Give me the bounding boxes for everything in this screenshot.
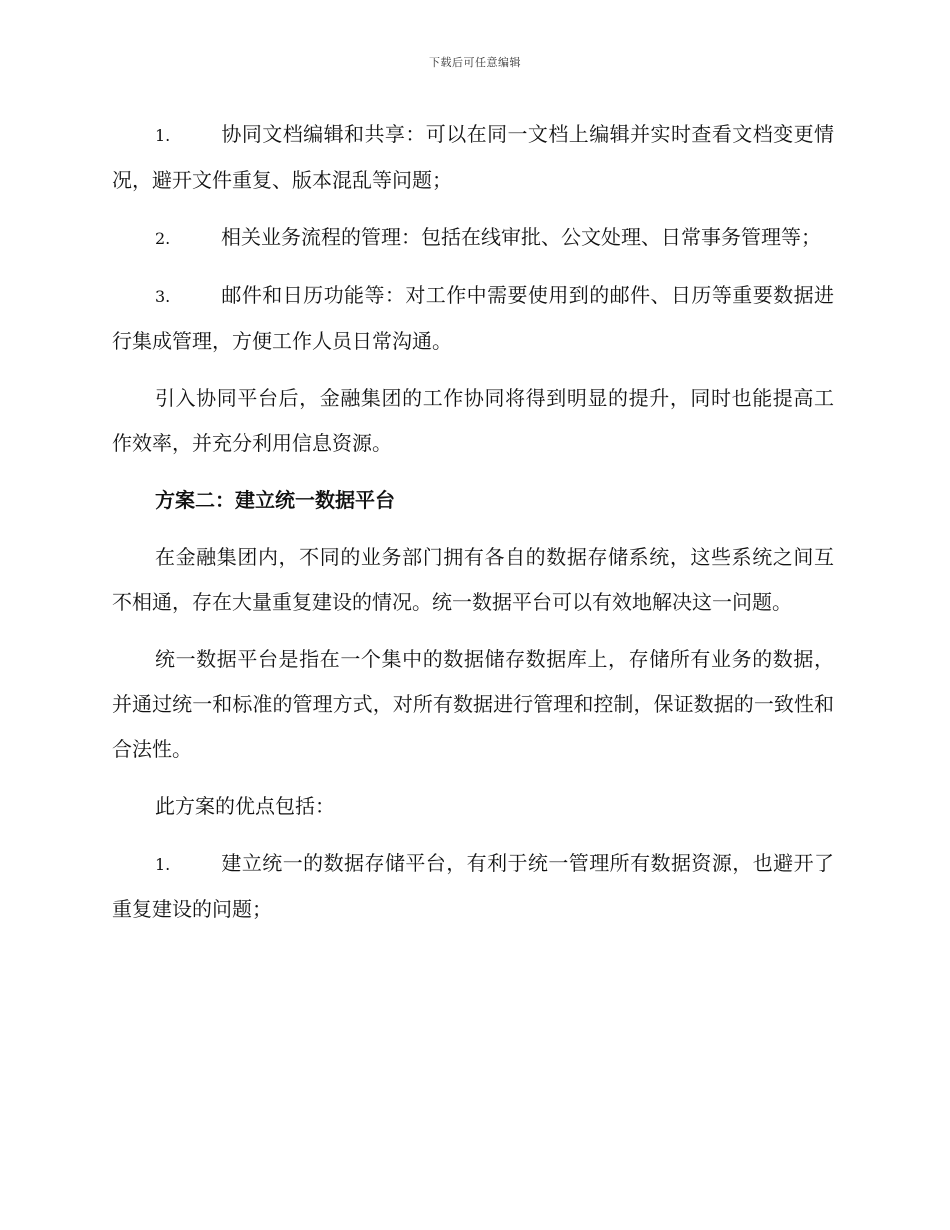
list-item	[112, 215, 834, 261]
list-item	[112, 112, 834, 203]
page-header: 下载后可任意编辑	[429, 56, 521, 69]
list-number: 2.	[155, 229, 171, 248]
list-number: 3.	[155, 287, 171, 306]
list-item-text: 建立统一的数据存储平台，有利于统一管理所有数据资源，也避开了重复建设的问题；	[112, 851, 834, 921]
document-body	[112, 112, 834, 944]
list-number: 1.	[155, 126, 171, 145]
paragraph: 在金融集团内，不同的业务部门拥有各自的数据存储系统，这些系统之间互不相通，存在大量重复建设的情况。统一数据平台可以有效地解决这一问题。	[112, 545, 834, 614]
list-number: 1.	[155, 855, 171, 874]
section-heading: 方案二：建立统一数据平台	[155, 488, 395, 512]
paragraph: 此方案的优点包括：	[155, 794, 335, 818]
list-item-text: 协同文档编辑和共享：可以在同一文档上编辑并实时查看文档变更情况，避开文件重复、版本混乱等问题；	[112, 122, 834, 192]
list-item	[112, 273, 834, 364]
list-item	[112, 841, 834, 932]
list-item-text: 邮件和日历功能等：对工作中需要使用到的邮件、日历等重要数据进行集成管理，方便工作人员日常沟通。	[112, 283, 834, 353]
paragraph: 引入协同平台后，金融集团的工作协同将得到明显的提升，同时也能提高工作效率，并充分利用信息资源。	[112, 386, 834, 455]
list-item-text: 相关业务流程的管理：包括在线审批、公文处理、日常事务管理等；	[221, 225, 821, 249]
paragraph: 统一数据平台是指在一个集中的数据储存数据库上，存储所有业务的数据，并通过统一和标准的管理方式，对所有数据进行管理和控制，保证数据的一致性和合法性。	[112, 647, 834, 761]
